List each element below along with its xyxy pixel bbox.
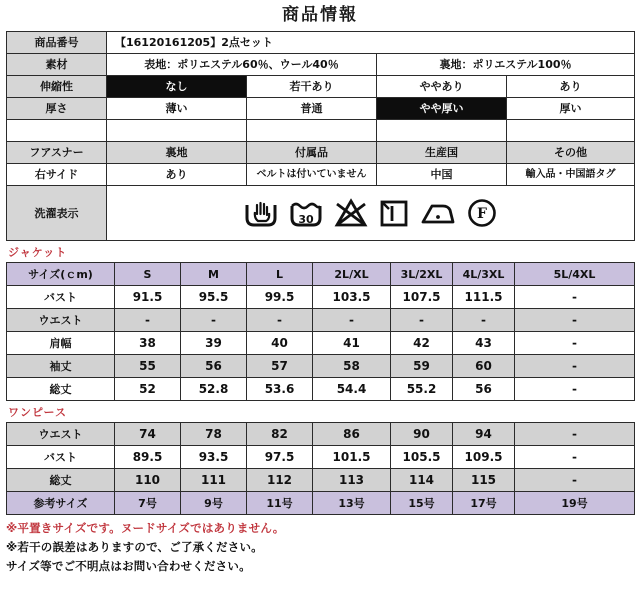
material-front: 表地：ポリエステル60％、ウール40％ <box>107 54 377 76</box>
jacket-sleeve-l: 57 <box>247 355 313 378</box>
dress-reference-m: 9号 <box>181 492 247 515</box>
detail-header-fastener: フアスナー <box>7 142 107 164</box>
row-value-product-number: 【16120161205】2点セット <box>107 32 635 54</box>
jacket-length-l: 53.6 <box>247 378 313 401</box>
dress-waist-l: 82 <box>247 423 313 446</box>
dress-row-label-waist: ウエスト <box>7 423 115 446</box>
table-row <box>7 446 635 469</box>
jacket-length-5l4xl: - <box>515 378 635 401</box>
dress-length-3l2xl: 114 <box>391 469 453 492</box>
jacket-bust-m: 95.5 <box>181 286 247 309</box>
dress-bust-2lxl: 101.5 <box>313 446 391 469</box>
material-back: 裏地：ポリエステル100％ <box>377 54 635 76</box>
table-row <box>7 286 635 309</box>
jacket-waist-s: - <box>115 309 181 332</box>
table-row-thickness <box>7 98 635 120</box>
jacket-bust-2lxl: 103.5 <box>313 286 391 309</box>
dress-reference-l: 11号 <box>247 492 313 515</box>
detail-header-origin: 生産国 <box>377 142 507 164</box>
jacket-shoulder-5l4xl: - <box>515 332 635 355</box>
detail-header-lining: 裏地 <box>107 142 247 164</box>
dress-size-table <box>6 422 635 515</box>
dress-length-5l4xl: - <box>515 469 635 492</box>
footer-notes <box>0 515 640 576</box>
row-label-wash-care: 洗濯表示 <box>7 186 107 241</box>
jacket-header-5l4xl: 5L/4XL <box>515 263 635 286</box>
stretch-option-slight[interactable]: 若干あり <box>247 76 377 98</box>
jacket-bust-3l2xl: 107.5 <box>391 286 453 309</box>
jacket-shoulder-4l3xl: 43 <box>453 332 515 355</box>
table-row-product-number <box>7 32 635 54</box>
spacer-cell-3 <box>247 120 377 142</box>
detail-value-accessory: ベルトは付いていません <box>247 164 377 186</box>
table-row-detail-headers <box>7 142 635 164</box>
table-row <box>7 309 635 332</box>
jacket-sleeve-4l3xl: 60 <box>453 355 515 378</box>
table-row-wash-care <box>7 186 635 241</box>
jacket-waist-3l2xl: - <box>391 309 453 332</box>
dress-length-l: 112 <box>247 469 313 492</box>
dress-row-label-length: 総丈 <box>7 469 115 492</box>
section-label-dress: ワンピース <box>8 406 68 419</box>
dress-row-label-bust: バスト <box>7 446 115 469</box>
dress-bust-3l2xl: 105.5 <box>391 446 453 469</box>
svg-text:F: F <box>477 206 487 222</box>
jacket-header-size: サイズ(ｃm) <box>7 263 115 286</box>
dress-bust-s: 89.5 <box>115 446 181 469</box>
dress-row-label-reference: 参考サイズ <box>7 492 115 515</box>
detail-header-other: その他 <box>507 142 635 164</box>
jacket-row-label-length: 総丈 <box>7 378 115 401</box>
no-bleach-icon <box>334 198 368 228</box>
stretch-option-none[interactable]: なし <box>107 76 247 98</box>
jacket-header-4l3xl: 4L/3XL <box>453 263 515 286</box>
table-row <box>7 469 635 492</box>
table-row <box>7 492 635 515</box>
jacket-waist-l: - <box>247 309 313 332</box>
dress-bust-5l4xl: - <box>515 446 635 469</box>
jacket-waist-m: - <box>181 309 247 332</box>
dress-length-s: 110 <box>115 469 181 492</box>
dress-bust-m: 93.5 <box>181 446 247 469</box>
detail-value-origin: 中国 <box>377 164 507 186</box>
thickness-option-somewhat[interactable]: やや厚い <box>377 98 507 120</box>
product-info-table <box>6 31 635 241</box>
spacer-cell-1 <box>7 120 107 142</box>
dress-reference-4l3xl: 17号 <box>453 492 515 515</box>
jacket-header-2lxl: 2L/XL <box>313 263 391 286</box>
jacket-header-m: M <box>181 263 247 286</box>
dress-waist-5l4xl: - <box>515 423 635 446</box>
row-label-product-number: 商品番号 <box>7 32 107 54</box>
stretch-option-yes[interactable]: あり <box>507 76 635 98</box>
jacket-header-s: S <box>115 263 181 286</box>
dress-length-m: 111 <box>181 469 247 492</box>
dress-bust-4l3xl: 109.5 <box>453 446 515 469</box>
dress-waist-m: 78 <box>181 423 247 446</box>
machine-wash-30-icon <box>289 198 323 228</box>
dress-reference-2lxl: 13号 <box>313 492 391 515</box>
table-row-detail-values <box>7 164 635 186</box>
jacket-bust-s: 91.5 <box>115 286 181 309</box>
jacket-bust-5l4xl: - <box>515 286 635 309</box>
row-label-thickness: 厚さ <box>7 98 107 120</box>
detail-header-accessory: 付属品 <box>247 142 377 164</box>
dress-bust-l: 97.5 <box>247 446 313 469</box>
jacket-shoulder-s: 38 <box>115 332 181 355</box>
jacket-length-2lxl: 54.4 <box>313 378 391 401</box>
jacket-length-m: 52.8 <box>181 378 247 401</box>
dress-reference-5l4xl: 19号 <box>515 492 635 515</box>
row-label-stretch: 伸縮性 <box>7 76 107 98</box>
dress-reference-s: 7号 <box>115 492 181 515</box>
note-flat-measurement: ※平置きサイズです。ヌードサイズではありません。 <box>6 521 285 535</box>
table-row <box>7 378 635 401</box>
jacket-shoulder-3l2xl: 42 <box>391 332 453 355</box>
dry-clean-f-icon <box>467 198 497 228</box>
table-row-stretch <box>7 76 635 98</box>
detail-value-fastener: 右サイド <box>7 164 107 186</box>
table-row <box>7 332 635 355</box>
jacket-waist-5l4xl: - <box>515 309 635 332</box>
wash-symbol-group <box>109 187 632 239</box>
page-title: 商品情報 <box>282 5 358 25</box>
spacer-cell-4 <box>377 120 507 142</box>
svg-text:30: 30 <box>298 213 314 226</box>
jacket-header-3l2xl: 3L/2XL <box>391 263 453 286</box>
jacket-sleeve-5l4xl: - <box>515 355 635 378</box>
table-row-header <box>7 263 635 286</box>
jacket-bust-l: 99.5 <box>247 286 313 309</box>
hand-wash-icon <box>244 198 278 228</box>
jacket-sleeve-3l2xl: 59 <box>391 355 453 378</box>
dress-reference-3l2xl: 15号 <box>391 492 453 515</box>
dress-waist-s: 74 <box>115 423 181 446</box>
jacket-sleeve-2lxl: 58 <box>313 355 391 378</box>
jacket-sleeve-m: 56 <box>181 355 247 378</box>
drip-dry-in-shade-icon <box>379 198 409 228</box>
jacket-waist-4l3xl: - <box>453 309 515 332</box>
table-row <box>7 423 635 446</box>
stretch-option-some[interactable]: ややあり <box>377 76 507 98</box>
spacer-cell-2 <box>107 120 247 142</box>
thickness-option-thin[interactable]: 薄い <box>107 98 247 120</box>
wash-symbols-cell <box>107 186 635 241</box>
note-contact: サイズ等でご不明点はお問い合わせください。 <box>6 559 251 573</box>
jacket-row-label-shoulder: 肩幅 <box>7 332 115 355</box>
detail-value-lining: あり <box>107 164 247 186</box>
jacket-waist-2lxl: - <box>313 309 391 332</box>
section-label-jacket: ジャケット <box>8 246 68 259</box>
jacket-shoulder-2lxl: 41 <box>313 332 391 355</box>
thickness-option-normal[interactable]: 普通 <box>247 98 377 120</box>
dress-waist-3l2xl: 90 <box>391 423 453 446</box>
table-row-spacer <box>7 120 635 142</box>
spacer-cell-5 <box>507 120 635 142</box>
jacket-row-label-bust: バスト <box>7 286 115 309</box>
jacket-length-s: 52 <box>115 378 181 401</box>
jacket-size-table <box>6 262 635 401</box>
jacket-sleeve-s: 55 <box>115 355 181 378</box>
jacket-length-4l3xl: 56 <box>453 378 515 401</box>
dress-length-4l3xl: 115 <box>453 469 515 492</box>
detail-value-other: 輸入品・中国語タグ <box>507 164 635 186</box>
jacket-header-l: L <box>247 263 313 286</box>
jacket-shoulder-l: 40 <box>247 332 313 355</box>
jacket-shoulder-m: 39 <box>181 332 247 355</box>
jacket-row-label-waist: ウエスト <box>7 309 115 332</box>
jacket-bust-4l3xl: 111.5 <box>453 286 515 309</box>
jacket-row-label-sleeve: 袖丈 <box>7 355 115 378</box>
note-tolerance: ※若干の誤差はありますので、ご了承ください。 <box>6 540 263 554</box>
table-row-material <box>7 54 635 76</box>
iron-low-heat-icon <box>420 198 456 228</box>
table-row <box>7 355 635 378</box>
row-label-material: 素材 <box>7 54 107 76</box>
dress-waist-4l3xl: 94 <box>453 423 515 446</box>
jacket-length-3l2xl: 55.2 <box>391 378 453 401</box>
dress-length-2lxl: 113 <box>313 469 391 492</box>
dress-waist-2lxl: 86 <box>313 423 391 446</box>
thickness-option-thick[interactable]: 厚い <box>507 98 635 120</box>
